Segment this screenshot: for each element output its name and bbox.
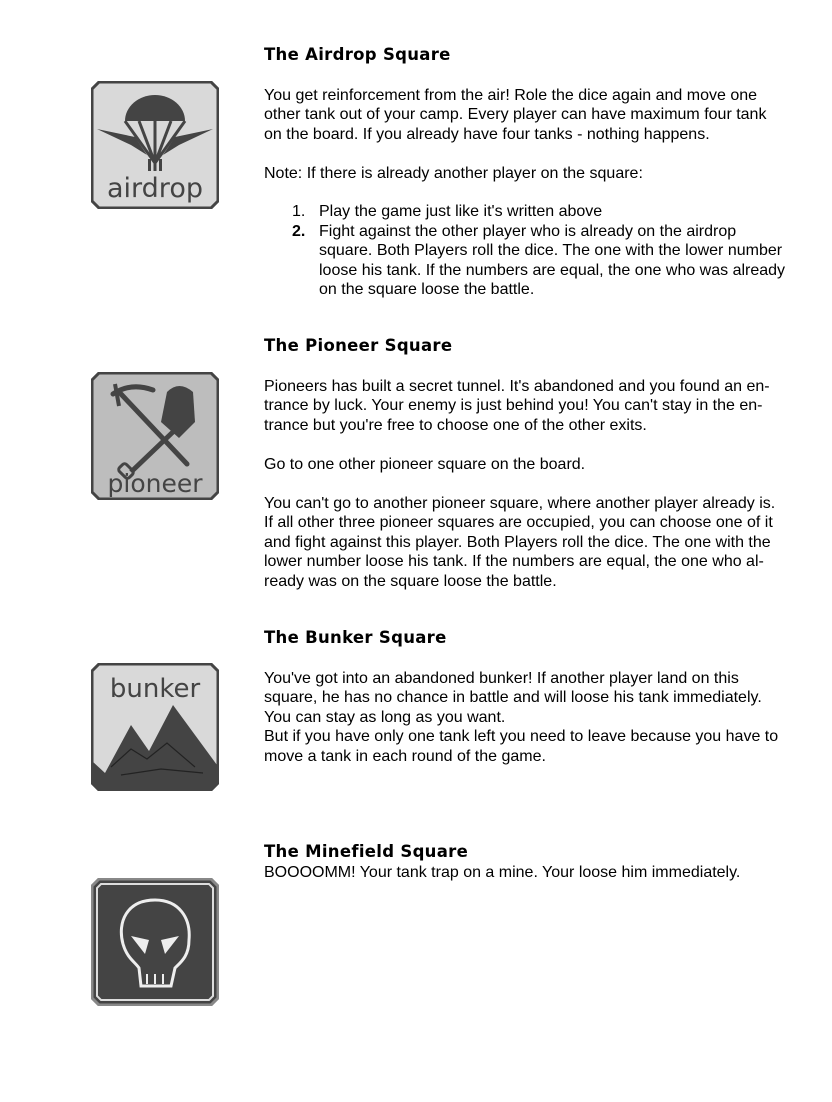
pioneer-icon — [91, 372, 219, 500]
text-line: square, he has no chance in battle and will loose his tank immediately. — [264, 689, 762, 706]
text-line: lower number loose his tank. If the numbers are equal, the one who al- — [264, 553, 764, 570]
text-line: trance by luck. Your enemy is just behind you! You can't stay in the en- — [264, 397, 763, 414]
bunker-icon — [91, 663, 219, 791]
list-item — [264, 202, 824, 222]
text-line: on the board. If you already have four tanks - nothing happens. — [264, 125, 710, 143]
svg-text:bunker: bunker — [109, 674, 201, 704]
text-line: If all other three pioneer squares are occupied, you can choose one of it — [264, 514, 773, 531]
paragraph — [264, 164, 824, 184]
text-line: But if you have only one tank left you need to leave because you have to — [264, 728, 779, 745]
section-title: The Airdrop Square — [264, 45, 451, 64]
text-line: You get reinforcement from the air! Role the dice again and move one — [264, 86, 758, 104]
list-number: 2. — [292, 222, 306, 240]
paragraph — [264, 669, 824, 767]
section-title: The Bunker Square — [264, 628, 447, 647]
svg-text:airdrop: airdrop — [107, 173, 203, 204]
text-line: and fight against this player. Both Players roll the dice. The one with the — [264, 533, 771, 551]
text-line: You can stay as long as you want. — [264, 708, 506, 726]
paragraph — [264, 377, 824, 436]
text-line: loose his tank. If the numbers are equal, the one who was already — [319, 261, 786, 279]
text-line: square. Both Players roll the dice. The one with the lower number — [319, 242, 783, 259]
text-line: Fight against the other player who is already on the airdrop — [319, 222, 737, 240]
section-title: The Pioneer Square — [264, 336, 453, 355]
section-title: The Minefield Square — [264, 842, 469, 861]
airdrop-icon — [91, 81, 219, 209]
text-line: other tank out of your camp. Every player can have maximum four tank — [264, 106, 767, 123]
text-line: move a tank in each round of the game. — [264, 747, 546, 765]
paragraph — [264, 494, 824, 592]
paragraph — [264, 86, 824, 145]
text-line: Play the game just like it's written above — [319, 203, 603, 220]
paragraph — [264, 455, 824, 475]
text-line: You can't go to another pioneer square, where another player already is. — [264, 494, 776, 512]
svg-text:pioneer: pioneer — [107, 469, 203, 498]
text-line: You've got into an abandoned bunker! If another player land on this — [264, 669, 739, 687]
text-line: ready was on the square loose the battle. — [264, 572, 557, 590]
text-line: Go to one other pioneer square on the board. — [264, 455, 586, 473]
text-line: BOOOOMM! Your tank trap on a mine. Your loose him immediately. — [264, 864, 741, 881]
text-line: Note: If there is already another player on the square: — [264, 164, 643, 182]
numbered-list — [264, 202, 824, 300]
list-number: 1. — [292, 203, 306, 220]
paragraph — [264, 863, 824, 883]
text-line: on the square loose the battle. — [319, 281, 535, 298]
text-line: Pioneers has built a secret tunnel. It's abandoned and you found an en- — [264, 377, 770, 395]
minefield-skull-icon — [91, 878, 219, 1006]
text-line: trance but you're free to choose one of the other exits. — [264, 416, 647, 434]
list-item — [264, 222, 824, 300]
